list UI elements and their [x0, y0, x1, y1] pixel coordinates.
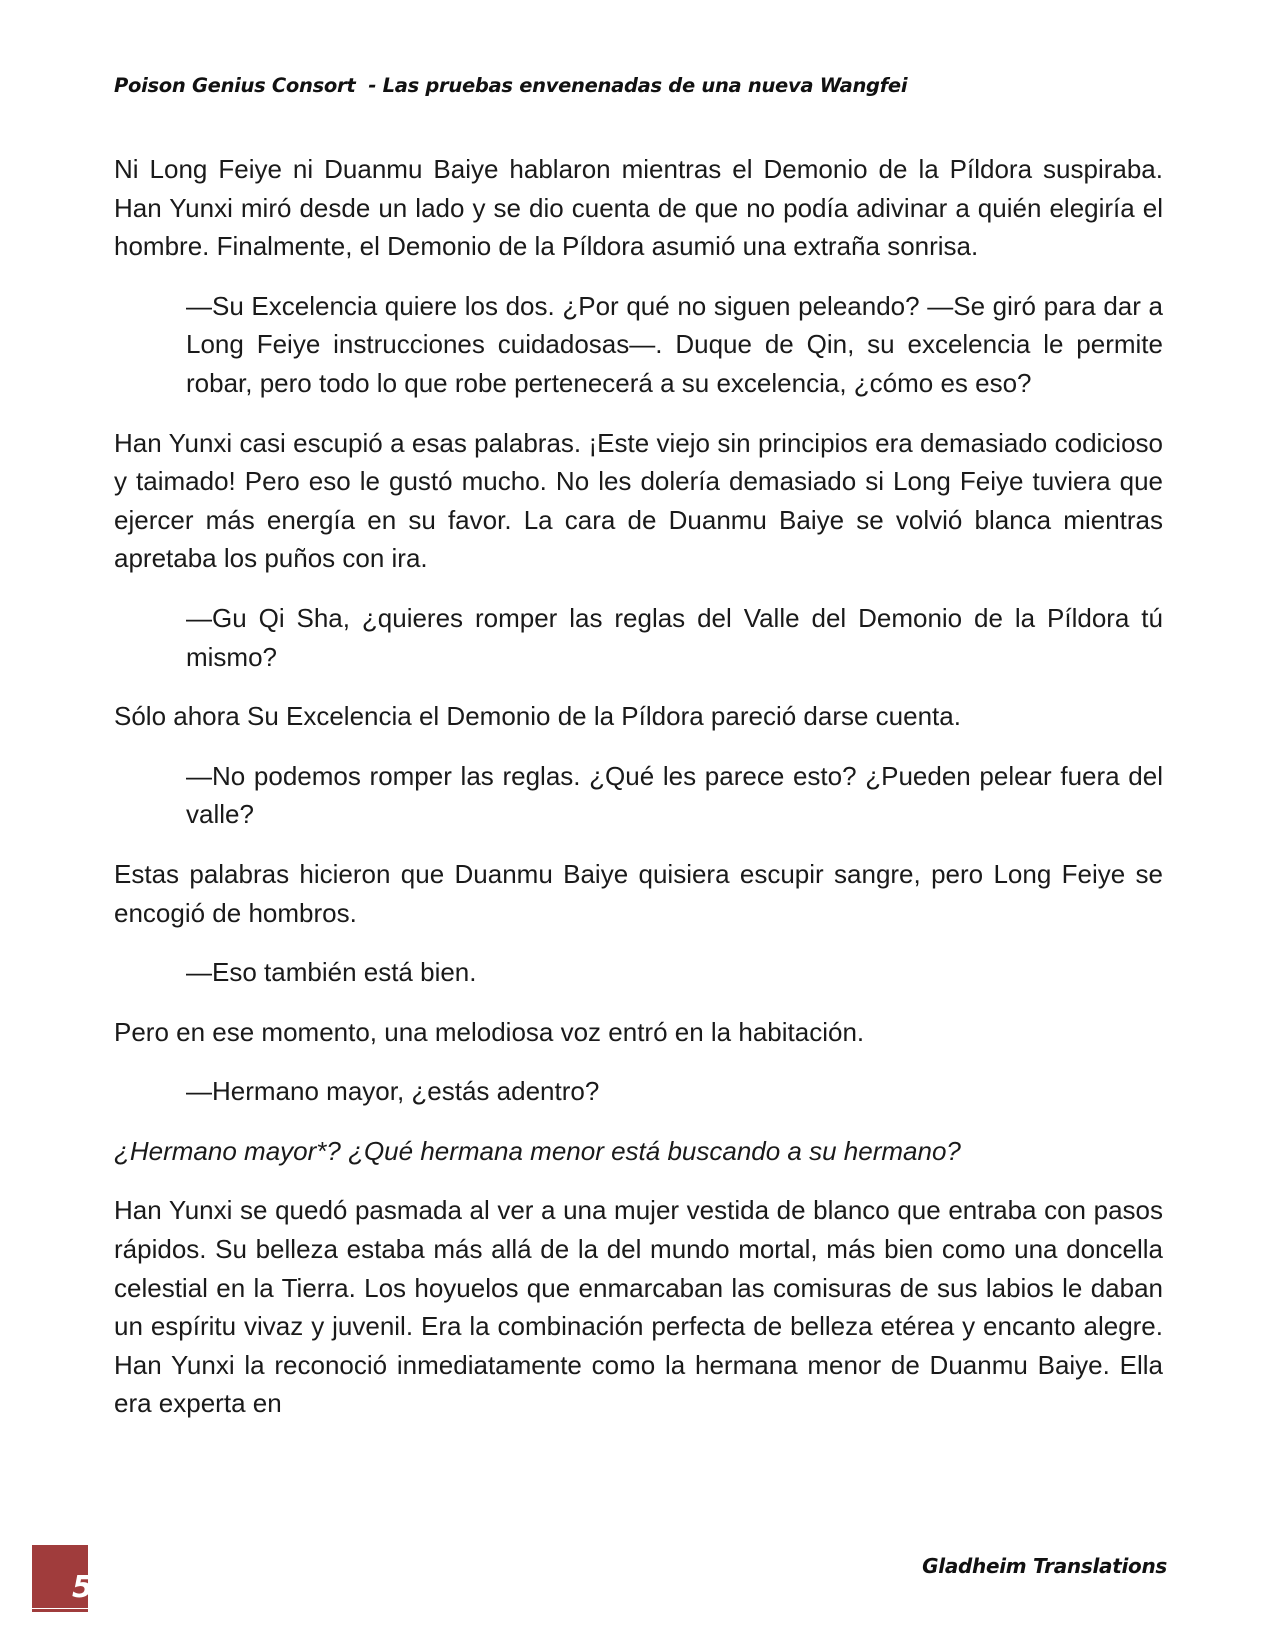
dialogue-paragraph: —Hermano mayor, ¿estás adentro?: [186, 1076, 600, 1107]
narration-paragraph: Pero en ese momento, una melodiosa voz entró en la habitación.: [114, 1016, 865, 1047]
page-number-underline: [32, 1609, 88, 1612]
narration-paragraph: Han Yunxi casi escupió a esas palabras. ¡Este viejo sin principios era demasiado codicioso y taimado! Pero eso le gustó mucho. No les dolería demasiado si Long Feiye tuviera que ejercer más energía en su favor. La cara de Duanmu Baiye se volvió blanca mientras apretaba los puños con ira.: [114, 427, 1163, 574]
dialogue-paragraph: —Su Excelencia quiere los dos. ¿Por qué no siguen peleando? —Se giró para dar a Long Feiye instrucciones cuidadosas—. Duque de Qin, su excelencia le permite robar, pero todo lo que robe pertenecerá a su excelencia, ¿cómo es eso?: [186, 290, 1163, 398]
running-header: Poison Genius Consort - Las pruebas envenenadas de una nueva Wangfei: [114, 74, 908, 97]
dialogue-paragraph: —No podemos romper las reglas. ¿Qué les parece esto? ¿Pueden pelear fuera del valle?: [186, 760, 1163, 830]
narration-paragraph: Ni Long Feiye ni Duanmu Baiye hablaron mientras el Demonio de la Píldora suspiraba. Han Yunxi miró desde un lado y se dio cuenta de que no podía adivinar a quién elegiría el hombre. Finalmente, el Demonio de la Píldora asumió una extraña sonrisa.: [114, 154, 1163, 262]
body-text: [114, 150, 1163, 1444]
dialogue-paragraph: —Gu Qi Sha, ¿quieres romper las reglas del Valle del Demonio de la Píldora tú mismo?: [186, 602, 1163, 672]
narration-paragraph: Sólo ahora Su Excelencia el Demonio de la Píldora pareció darse cuenta.: [114, 701, 961, 732]
narration-paragraph: Han Yunxi se quedó pasmada al ver a una mujer vestida de blanco que entraba con pasos rápidos. Su belleza estaba más allá de la del mundo mortal, más bien como una doncella celestial en la Tierra. Los hoyuelos que enmarcaban las comisuras de sus labios le daban un espíritu vivaz y juvenil. Era la combinación perfecta de belleza etérea y encanto alegre. Han Yunxi la reconoció inmediatamente como la hermana menor de Duanmu Baiye. Ella era experta en: [114, 1195, 1163, 1419]
narration-paragraph: Estas palabras hicieron que Duanmu Baiye quisiera escupir sangre, pero Long Feiye se encogió de hombros.: [114, 858, 1163, 928]
inner-thought-paragraph: ¿Hermano mayor*? ¿Qué hermana menor está buscando a su hermano?: [114, 1135, 961, 1166]
dialogue-paragraph: —Eso también está bien.: [186, 957, 477, 988]
footer-credit: Gladheim Translations: [922, 1554, 1167, 1578]
page-number: 5: [72, 1570, 93, 1605]
